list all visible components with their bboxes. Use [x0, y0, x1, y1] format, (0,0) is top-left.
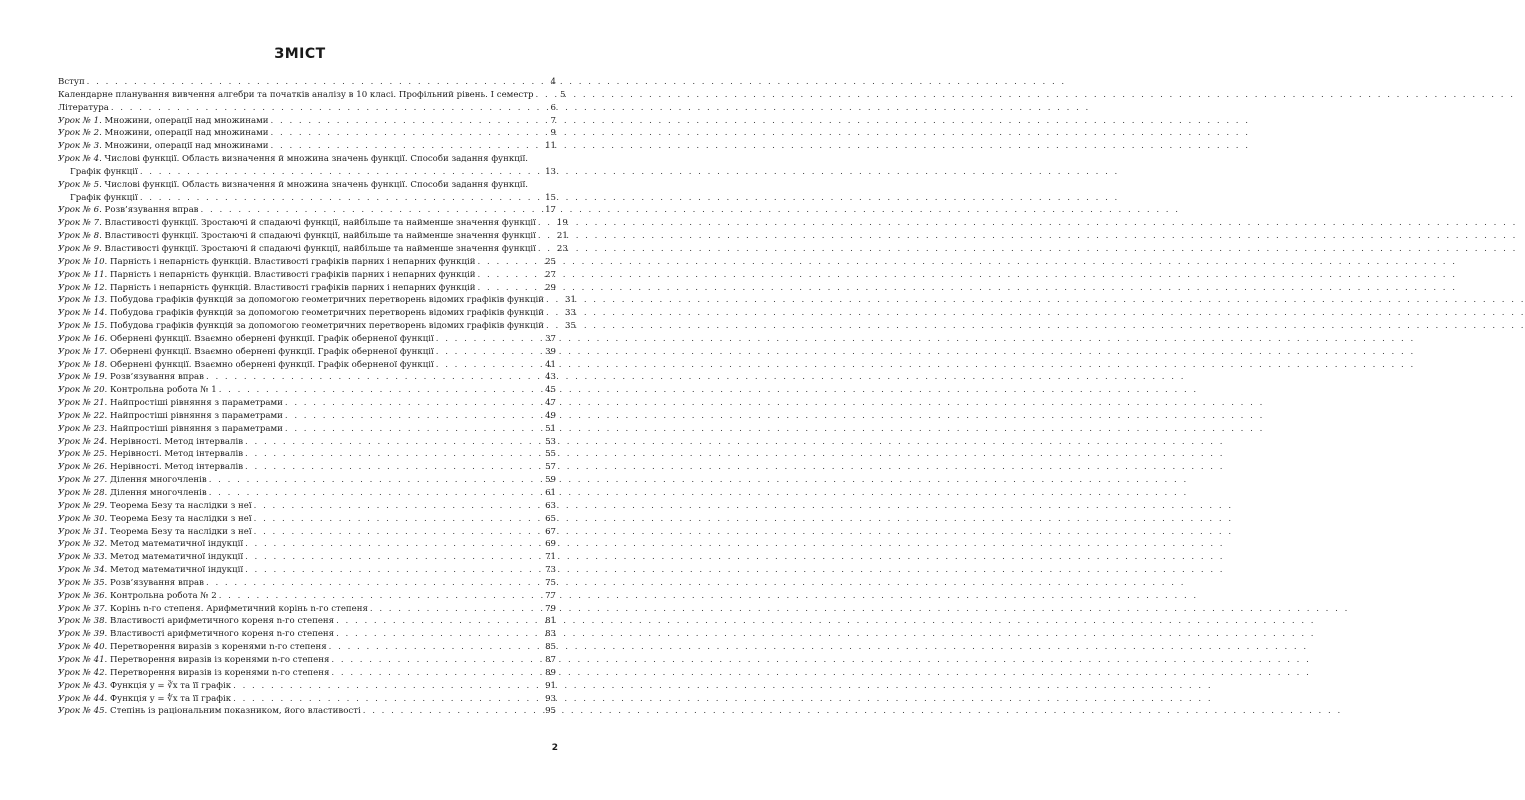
toc-entry — [58, 243, 568, 256]
dot-leader — [538, 217, 550, 230]
entry-title: Властивості арифметичного кореня n-го степеня — [110, 616, 335, 627]
toc-entry — [58, 551, 556, 564]
entry-title: Обернені функції. Взаємно обернені функції. Графік оберненої функції — [110, 333, 434, 344]
entry-page-number: 57 — [545, 462, 556, 473]
entry-title: Перетворення виразів із коренями n-го степеня — [110, 654, 330, 665]
lesson-number: Урок № 35. — [58, 577, 108, 588]
lesson-number: Урок № 11. — [58, 269, 108, 280]
entry-page-number: 5 — [560, 89, 566, 100]
dot-leader — [331, 667, 538, 680]
toc-entry — [58, 282, 556, 295]
toc-entry — [58, 307, 576, 320]
entry-title: Побудова графіків функцій за допомогою геометричних перетворень відомих графіків функцій — [110, 321, 544, 332]
entry-page-number: 61 — [545, 488, 556, 498]
toc-entry — [58, 538, 556, 551]
dot-leader — [245, 448, 538, 461]
entry-title: Побудова графіків функцій за допомогою геометричних перетворень відомих графіків функцій — [110, 295, 544, 306]
toc-entry — [58, 333, 556, 346]
entry-title: Функція y = ∜x та її графік — [110, 693, 232, 704]
lesson-number: Урок № 22. — [58, 410, 108, 421]
entry-title: Властивості арифметичного кореня n-го степеня — [110, 629, 335, 640]
entry-page-number: 21 — [556, 231, 568, 242]
lesson-number: Урок № 5. — [58, 179, 102, 190]
toc-entry — [58, 269, 556, 282]
dot-leader — [219, 590, 538, 603]
lesson-number: Урок № 18. — [58, 359, 108, 370]
entry-title: Парність і непарність функцій. Властивості графіків парних і непарних функцій — [110, 282, 476, 293]
entry-title: Найпростіші рівняння з параметрами — [110, 423, 283, 434]
entry-title: Нерівності. Метод інтервалів — [110, 436, 244, 447]
toc-entry — [58, 590, 556, 603]
lesson-number: Урок № 26. — [58, 462, 108, 473]
lesson-number: Урок № 29. — [58, 500, 108, 511]
entry-page-number: 85 — [545, 642, 556, 653]
entry-title: Вступ — [58, 77, 85, 87]
toc-entry — [58, 474, 556, 487]
entry-page-number: 83 — [545, 629, 556, 640]
dot-leader — [370, 603, 538, 616]
entry-page-number: 6 — [550, 102, 556, 113]
lesson-number: Урок № 4. — [58, 154, 102, 165]
lesson-number: Урок № 43. — [58, 680, 108, 691]
entry-title: Теорема Безу та наслідки з неї — [110, 500, 252, 511]
entry-page-number: 93 — [545, 693, 556, 704]
entry-line-2 — [58, 192, 556, 205]
entry-title: Ділення многочленів — [110, 475, 207, 486]
page-title: ЗМІСТ — [274, 46, 326, 62]
lesson-number: Урок № 24. — [58, 436, 108, 447]
entry-page-number: 11 — [545, 141, 556, 152]
entry-title: Нерівності. Метод інтервалів — [110, 449, 244, 460]
toc-entry — [58, 346, 556, 359]
toc-entry — [58, 230, 568, 243]
dot-leader — [209, 474, 538, 487]
entry-title: Розв’язування вправ — [110, 577, 204, 588]
entry-title: Теорема Безу та наслідки з неї — [110, 526, 252, 537]
dot-leader — [331, 654, 538, 667]
entry-title: Обернені функції. Взаємно обернені функції. Графік оберненої функції — [110, 359, 434, 370]
dot-leader — [285, 423, 538, 436]
entry-page-number: 73 — [545, 565, 556, 576]
entry-title: Числові функції. Область визначення й множина значень функції. Способи задання функції. — [104, 179, 528, 190]
entry-page-number: 27 — [545, 269, 556, 280]
dot-leader — [271, 140, 538, 153]
dot-leader — [245, 538, 538, 551]
entry-page-number: 59 — [545, 475, 556, 486]
entry-page-number: 39 — [545, 346, 556, 357]
entry-page-number: 91 — [545, 680, 556, 691]
dot-leader — [538, 243, 550, 256]
lesson-number: Урок № 42. — [58, 667, 108, 678]
lesson-number: Урок № 8. — [58, 231, 102, 242]
entry-page-number: 87 — [545, 654, 556, 665]
page-number: 2 — [551, 743, 558, 753]
entry-page-number: 79 — [545, 603, 556, 614]
dot-leader — [538, 230, 550, 243]
entry-page-number: 29 — [545, 282, 556, 293]
lesson-number: Урок № 3. — [58, 141, 102, 152]
toc-entry — [58, 577, 556, 590]
entry-page-number: 89 — [545, 667, 556, 678]
toc-entry — [58, 371, 556, 384]
lesson-number: Урок № 6. — [58, 205, 102, 216]
entry-title: Графік функції — [70, 192, 138, 203]
lesson-number: Урок № 38. — [58, 616, 108, 627]
dot-leader — [209, 487, 538, 500]
dot-leader — [245, 461, 538, 474]
entry-page-number: 47 — [545, 398, 556, 409]
toc-entry — [58, 423, 556, 436]
entry-title: Перетворення виразів із коренями n-го степеня — [110, 667, 330, 678]
dot-leader — [478, 269, 538, 282]
toc-entry — [58, 76, 556, 89]
toc-entry — [58, 359, 556, 372]
entry-page-number: 19 — [556, 218, 568, 229]
lesson-number: Урок № 12. — [58, 282, 108, 293]
entry-page-number: 69 — [545, 539, 556, 550]
entry-page-number: 63 — [545, 500, 556, 511]
dot-leader — [329, 641, 538, 654]
dot-leader — [436, 333, 538, 346]
toc-entry — [58, 256, 556, 269]
lesson-number: Урок № 40. — [58, 642, 108, 653]
entry-page-number: 43 — [545, 372, 556, 383]
dot-leader — [206, 371, 538, 384]
toc-entry — [58, 89, 566, 102]
entry-title: Перетворення виразів з коренями n-го степеня — [110, 642, 327, 653]
lesson-number: Урок № 19. — [58, 372, 108, 383]
toc-entry — [58, 294, 576, 307]
toc-entry — [58, 204, 556, 217]
entry-line-1 — [58, 153, 556, 166]
entry-page-number: 45 — [545, 385, 556, 396]
entry-title: Найпростіші рівняння з параметрами — [110, 410, 283, 421]
dot-leader — [233, 693, 538, 706]
entry-line-2 — [58, 166, 556, 179]
entry-title: Метод математичної індукції — [110, 565, 244, 576]
entry-title: Обернені функції. Взаємно обернені функції. Графік оберненої функції — [110, 346, 434, 357]
dot-leader — [245, 564, 538, 577]
toc-entry — [58, 680, 556, 693]
dot-leader — [87, 76, 538, 89]
toc-entry — [58, 102, 556, 115]
dot-leader — [206, 577, 538, 590]
table-of-contents — [58, 76, 576, 718]
lesson-number: Урок № 23. — [58, 423, 108, 434]
toc-entry — [58, 628, 556, 641]
lesson-number: Урок № 27. — [58, 475, 108, 486]
entry-page-number: 7 — [550, 115, 556, 126]
entry-title: Нерівності. Метод інтервалів — [110, 462, 244, 473]
entry-title: Властивості функції. Зростаючі й спадаючі функції, найбільше та найменше значення функції — [104, 231, 536, 242]
entry-page-number: 95 — [545, 706, 556, 717]
lesson-number: Урок № 45. — [58, 706, 108, 717]
toc-entry — [58, 667, 556, 680]
entry-title: Парність і непарність функцій. Властивості графіків парних і непарних функцій — [110, 256, 476, 267]
dot-leader — [254, 526, 538, 539]
dot-leader — [436, 359, 538, 372]
dot-leader — [336, 628, 538, 641]
dot-leader — [254, 513, 538, 526]
toc-entry — [58, 500, 556, 513]
entry-title: Корінь n-го степеня. Арифметичний корінь n-го степеня — [110, 603, 368, 614]
entry-title: Графік функції — [70, 166, 138, 177]
dot-leader — [546, 320, 558, 333]
entry-title: Побудова графіків функцій за допомогою геометричних перетворень відомих графіків функцій — [110, 308, 544, 319]
entry-title: Ділення многочленів — [110, 488, 207, 498]
toc-entry — [58, 461, 556, 474]
toc-entry — [58, 410, 556, 423]
entry-page-number: 77 — [545, 590, 556, 601]
entry-page-number: 23 — [556, 243, 568, 254]
toc-entry — [58, 436, 556, 449]
entry-page-number: 33 — [565, 308, 576, 319]
entry-page-number: 35 — [565, 321, 576, 332]
toc-entry — [58, 564, 556, 577]
dot-leader — [201, 204, 538, 217]
dot-leader — [245, 551, 538, 564]
entry-line-1 — [58, 179, 556, 192]
entry-title: Література — [58, 102, 109, 113]
toc-entry — [58, 654, 556, 667]
lesson-number: Урок № 28. — [58, 488, 108, 498]
entry-title: Контрольна робота № 1 — [110, 385, 217, 396]
toc-entry — [58, 397, 556, 410]
dot-leader — [271, 115, 538, 128]
entry-title: Степінь із раціональним показником, його властивості — [110, 706, 361, 717]
lesson-number: Урок № 16. — [58, 333, 108, 344]
toc-entry — [58, 603, 556, 616]
entry-title: Контрольна робота № 2 — [110, 590, 217, 601]
dot-leader — [254, 500, 538, 513]
entry-page-number: 81 — [545, 616, 556, 627]
toc-entry — [58, 217, 568, 230]
entry-page-number: 25 — [545, 256, 556, 267]
dot-leader — [140, 166, 538, 179]
dot-leader — [546, 307, 558, 320]
lesson-number: Урок № 41. — [58, 654, 108, 665]
entry-page-number: 41 — [545, 359, 556, 370]
toc-entry — [58, 320, 576, 333]
lesson-number: Урок № 13. — [58, 295, 108, 306]
entry-title: Множини, операції над множинами — [104, 141, 269, 152]
entry-title: Властивості функції. Зростаючі й спадаючі функції, найбільше та найменше значення функції — [104, 243, 536, 254]
entry-page-number: 75 — [545, 577, 556, 588]
lesson-number: Урок № 9. — [58, 243, 102, 254]
entry-page-number: 53 — [545, 436, 556, 447]
toc-entry — [58, 179, 556, 205]
toc-entry — [58, 115, 556, 128]
entry-title: Функція y = ∛x та її графік — [110, 680, 232, 691]
toc-entry — [58, 127, 556, 140]
entry-title: Метод математичної індукції — [110, 552, 244, 563]
entry-title: Теорема Безу та наслідки з неї — [110, 513, 252, 524]
dot-leader — [140, 192, 538, 205]
entry-page-number: 49 — [545, 410, 556, 421]
entry-title: Числові функції. Область визначення й множина значень функції. Способи задання функції. — [104, 154, 528, 165]
toc-entry — [58, 641, 556, 654]
dot-leader — [436, 346, 538, 359]
dot-leader — [271, 127, 538, 140]
lesson-number: Урок № 21. — [58, 398, 108, 409]
lesson-number: Урок № 20. — [58, 385, 108, 396]
lesson-number: Урок № 37. — [58, 603, 108, 614]
entry-title: Найпростіші рівняння з параметрами — [110, 398, 283, 409]
toc-entry — [58, 448, 556, 461]
entry-title: Множини, операції над множинами — [104, 115, 269, 126]
dot-leader — [245, 436, 538, 449]
entry-page-number: 51 — [545, 423, 556, 434]
lesson-number: Урок № 39. — [58, 629, 108, 640]
dot-leader — [111, 102, 538, 115]
entry-title: Метод математичної індукції — [110, 539, 244, 550]
entry-page-number: 4 — [550, 77, 556, 87]
entry-page-number: 13 — [545, 166, 556, 177]
dot-leader — [233, 680, 538, 693]
lesson-number: Урок № 36. — [58, 590, 108, 601]
entry-page-number: 67 — [545, 526, 556, 537]
lesson-number: Урок № 25. — [58, 449, 108, 460]
entry-title: Календарне планування вивчення алгебри та початків аналізу в 10 класі. Профільний рівень. І семестр — [58, 89, 534, 100]
lesson-number: Урок № 32. — [58, 539, 108, 550]
lesson-number: Урок № 30. — [58, 513, 108, 524]
entry-title: Розв’язування вправ — [104, 205, 199, 216]
toc-entry — [58, 615, 556, 628]
dot-leader — [478, 256, 538, 269]
entry-page-number: 15 — [545, 192, 556, 203]
lesson-number: Урок № 31. — [58, 526, 108, 537]
toc-entry — [58, 705, 556, 718]
lesson-number: Урок № 2. — [58, 128, 102, 139]
entry-page-number: 55 — [545, 449, 556, 460]
entry-title: Властивості функції. Зростаючі й спадаючі функції, найбільше та найменше значення функції — [104, 218, 536, 229]
dot-leader — [478, 282, 538, 295]
lesson-number: Урок № 33. — [58, 552, 108, 563]
dot-leader — [536, 89, 548, 102]
toc-entry — [58, 526, 556, 539]
lesson-number: Урок № 44. — [58, 693, 108, 704]
toc-entry — [58, 487, 556, 500]
entry-page-number: 37 — [545, 333, 556, 344]
document-page — [0, 0, 600, 800]
lesson-number: Урок № 14. — [58, 308, 108, 319]
dot-leader — [285, 410, 538, 423]
entry-title: Множини, операції над множинами — [104, 128, 269, 139]
toc-entry — [58, 693, 556, 706]
lesson-number: Урок № 15. — [58, 321, 108, 332]
toc-entry — [58, 140, 556, 153]
lesson-number: Урок № 10. — [58, 256, 108, 267]
entry-title: Парність і непарність функцій. Властивості графіків парних і непарних функцій — [110, 269, 476, 280]
entry-page-number: 71 — [545, 552, 556, 563]
lesson-number: Урок № 7. — [58, 218, 102, 229]
entry-page-number: 9 — [550, 128, 556, 139]
dot-leader — [336, 615, 538, 628]
lesson-number: Урок № 17. — [58, 346, 108, 357]
dot-leader — [546, 294, 558, 307]
dot-leader — [219, 384, 538, 397]
lesson-number: Урок № 34. — [58, 565, 108, 576]
entry-page-number: 31 — [565, 295, 576, 306]
toc-entry — [58, 384, 556, 397]
entry-page-number: 17 — [545, 205, 556, 216]
toc-entry — [58, 513, 556, 526]
entry-title: Розв’язування вправ — [110, 372, 204, 383]
entry-page-number: 65 — [545, 513, 556, 524]
dot-leader — [363, 705, 538, 718]
lesson-number: Урок № 1. — [58, 115, 102, 126]
toc-entry — [58, 153, 556, 179]
dot-leader — [285, 397, 538, 410]
